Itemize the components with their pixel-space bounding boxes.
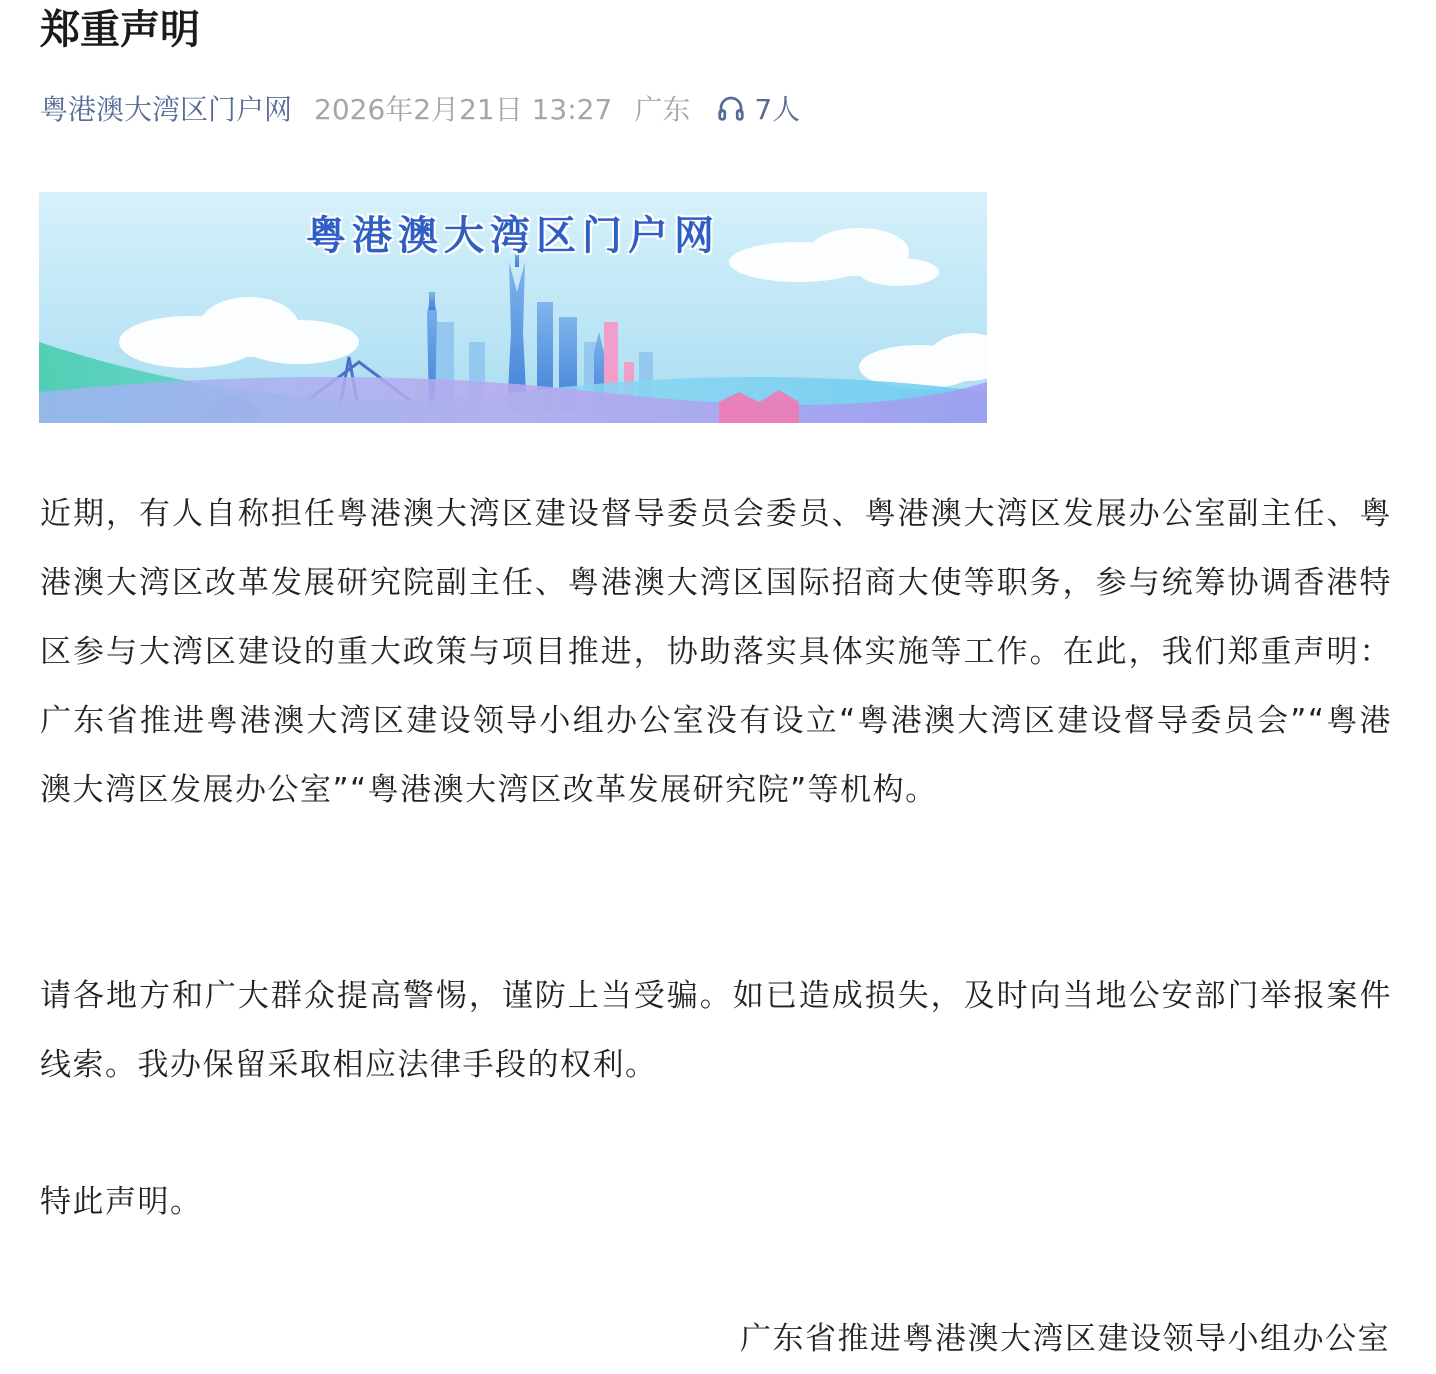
publish-region: 广东	[634, 93, 691, 126]
listen-button[interactable]	[716, 88, 800, 128]
listener-count: 7人	[754, 93, 801, 126]
banner-image	[39, 192, 987, 423]
article-meta	[40, 84, 800, 132]
body-paragraph-1: 近期，有人自称担任粤港澳大湾区建设督导委员会委员、粤港澳大湾区发展办公室副主任、粤港澳大湾区改革发展研究院副主任、粤港澳大湾区国际招商大使等职务，参与统筹协调香港特区参与大湾区建设的重大政策与项目推进，协助落实具体实施等工作。在此，我们郑重声明：广东省推进粤港澳大湾区建设领导小组办公室没有设立“粤港澳大湾区建设督导委员会”“粤港澳大湾区发展办公室”“粤港澳大湾区改革发展研究院”等机构。	[40, 496, 1392, 808]
publish-date: 2026年2月21日 13:27	[314, 93, 613, 126]
body-paragraph-2: 请各地方和广大群众提高警惕，谨防上当受骗。如已造成损失，及时向当地公安部门举报案件线索。我办保留采取相应法律手段的权利。	[40, 978, 1392, 1083]
article-title: 郑重声明	[40, 7, 200, 53]
body-paragraph-3: 特此声明。	[40, 1184, 203, 1220]
headphones-icon	[716, 93, 746, 123]
signature: 广东省推进粤港澳大湾区建设领导小组办公室	[740, 1321, 1390, 1357]
account-name-link[interactable]: 粤港澳大湾区门户网	[40, 93, 293, 126]
banner-title: 粤港澳大湾区门户网	[306, 213, 720, 259]
